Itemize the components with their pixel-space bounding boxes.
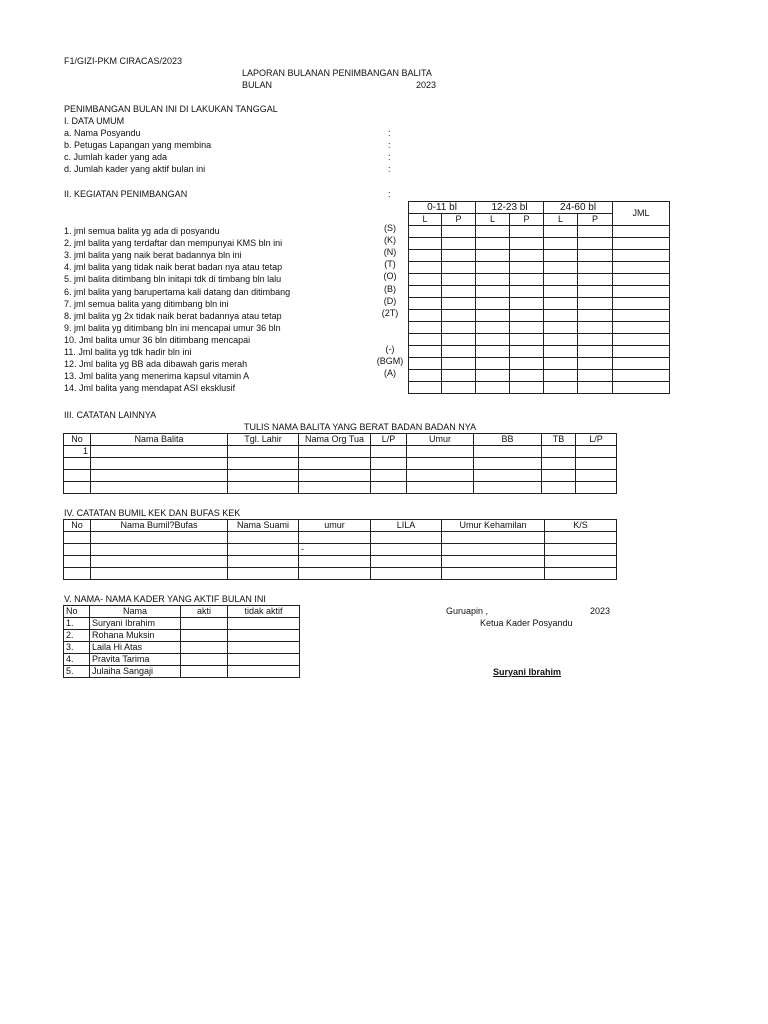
data-cell[interactable] — [409, 370, 442, 382]
col-bb: BB — [474, 434, 542, 446]
weighing-date-line: PENIMBANGAN BULAN INI DI LAKUKAN TANGGAL — [64, 104, 278, 114]
table-row — [64, 568, 617, 580]
kegiatan-row-label: 9. jml balita yg ditimbang bln ini mencapai umur 36 bln — [64, 322, 281, 333]
kegiatan-row-code: (A) — [384, 368, 396, 379]
col-ks: K/S — [545, 520, 617, 532]
data-cell[interactable] — [578, 346, 613, 358]
data-umum-item: d. Jumlah kader yang aktif bulan ini — [64, 164, 206, 174]
kegiatan-row-label: 7. jml semua balita yang ditimbang bln ini — [64, 298, 229, 309]
signature-name: Suryani Ibrahim — [493, 667, 562, 677]
table-row — [64, 618, 300, 630]
data-cell[interactable] — [409, 262, 442, 274]
data-cell[interactable] — [409, 358, 442, 370]
aktif-cell[interactable] — [181, 618, 228, 630]
data-cell[interactable] — [613, 322, 670, 334]
col-nama-org-tua: Nama Org Tua — [299, 434, 371, 446]
data-cell[interactable] — [578, 262, 613, 274]
data-cell[interactable] — [578, 238, 613, 250]
data-cell[interactable] — [409, 310, 442, 322]
table-row — [409, 370, 670, 382]
table-row — [409, 382, 670, 394]
kegiatan-row-code: (K) — [384, 235, 396, 246]
gender-p: P — [578, 214, 613, 226]
data-cell[interactable] — [544, 358, 578, 370]
data-umum-item: c. Jumlah kader yang ada — [64, 152, 168, 162]
gender-p: P — [442, 214, 476, 226]
table-row — [64, 482, 617, 494]
tidak-aktif-cell[interactable] — [228, 630, 300, 642]
data-cell[interactable] — [578, 298, 613, 310]
data-cell[interactable] — [544, 346, 578, 358]
tidak-aktif-cell[interactable] — [228, 666, 300, 678]
table-row — [409, 286, 670, 298]
data-cell[interactable] — [510, 334, 544, 346]
data-cell[interactable] — [510, 358, 544, 370]
col-tidak-aktif: tidak aktif — [228, 606, 300, 618]
data-cell[interactable] — [442, 274, 476, 286]
colon: : — [388, 140, 391, 150]
table-row — [64, 544, 617, 556]
data-cell[interactable] — [409, 382, 442, 394]
kader-name: Suryani Ibrahim — [90, 618, 181, 630]
section-catatan-title: III. CATATAN LAINNYA — [64, 410, 157, 420]
kegiatan-row-code: (D) — [383, 295, 397, 306]
data-cell[interactable] — [544, 334, 578, 346]
kegiatan-row-label: 4. jml balita yang tidak naik berat badan nya atau tetap — [64, 262, 283, 273]
kader-no: 2. — [64, 630, 90, 642]
table-row — [409, 334, 670, 346]
kader-name: Pravita Tarima — [90, 654, 181, 666]
data-cell[interactable] — [578, 334, 613, 346]
aktif-cell[interactable] — [181, 666, 228, 678]
data-cell[interactable] — [578, 250, 613, 262]
colon: : — [388, 152, 391, 162]
tidak-aktif-cell[interactable] — [228, 642, 300, 654]
table-row — [64, 458, 617, 470]
data-cell[interactable] — [476, 370, 510, 382]
data-cell[interactable] — [578, 358, 613, 370]
col-tb: TB — [542, 434, 576, 446]
table-row — [64, 446, 617, 458]
col-umur: Umur — [407, 434, 474, 446]
data-cell[interactable] — [510, 382, 544, 394]
col-nama-balita: Nama Balita — [91, 434, 228, 446]
table-row — [64, 654, 300, 666]
data-cell[interactable] — [476, 274, 510, 286]
data-cell[interactable] — [544, 274, 578, 286]
data-cell[interactable] — [578, 382, 613, 394]
data-cell[interactable] — [578, 370, 613, 382]
table-row — [64, 470, 617, 482]
data-cell[interactable] — [409, 346, 442, 358]
gender-l: L — [544, 214, 578, 226]
data-cell[interactable] — [476, 298, 510, 310]
table-row — [409, 250, 670, 262]
table-row — [64, 532, 617, 544]
data-cell[interactable] — [476, 250, 510, 262]
data-cell[interactable] — [476, 286, 510, 298]
data-umum-item: a. Nama Posyandu — [64, 128, 141, 138]
kegiatan-row-label: 2. jml balita yang terdaftar dan mempunyai KMS bln ini — [64, 238, 283, 249]
data-cell[interactable] — [578, 310, 613, 322]
aktif-cell[interactable] — [181, 630, 228, 642]
table-row — [409, 358, 670, 370]
data-cell[interactable] — [442, 370, 476, 382]
kegiatan-row-code: (N) — [383, 247, 397, 258]
data-cell[interactable] — [409, 238, 442, 250]
table-row — [409, 310, 670, 322]
data-cell[interactable] — [510, 370, 544, 382]
kegiatan-row-code: (B) — [384, 283, 396, 294]
kader-no: 1. — [64, 618, 90, 630]
table-row — [409, 238, 670, 250]
tidak-aktif-cell[interactable] — [228, 654, 300, 666]
col-lp: L/P — [371, 434, 407, 446]
data-cell[interactable] — [442, 262, 476, 274]
data-cell[interactable] — [613, 238, 670, 250]
col-nama-bumil: Nama Bumil?Bufas — [91, 520, 228, 532]
kegiatan-table — [408, 201, 670, 394]
table-row — [409, 346, 670, 358]
col-aktif: akti — [181, 606, 228, 618]
aktif-cell[interactable] — [181, 654, 228, 666]
data-cell[interactable] — [544, 286, 578, 298]
data-cell[interactable] — [442, 334, 476, 346]
table-row — [64, 556, 617, 568]
data-cell[interactable] — [442, 286, 476, 298]
kader-no: 3. — [64, 642, 90, 654]
kegiatan-row-label: 11. Jml balita yg tdk hadir bln ini — [64, 347, 192, 357]
data-cell[interactable] — [510, 346, 544, 358]
aktif-cell[interactable] — [181, 642, 228, 654]
gender-l: L — [409, 214, 442, 226]
section-kader-title: V. NAMA- NAMA KADER YANG AKTIF BULAN INI — [64, 594, 266, 604]
age-group-0-11: 0-11 bl — [409, 202, 476, 214]
kegiatan-row-code: (O) — [383, 271, 397, 282]
gender-l: L — [476, 214, 510, 226]
kegiatan-row-label: 13. Jml balita yang menerima kapsul vitamin A — [64, 371, 250, 382]
colon: : — [388, 189, 391, 199]
data-cell[interactable] — [578, 226, 613, 238]
table-row — [64, 666, 300, 678]
kegiatan-row-label: 10. Jml balita umur 36 bln ditimbang mencapai — [64, 334, 251, 345]
data-cell[interactable] — [510, 238, 544, 250]
data-cell[interactable] — [613, 226, 670, 238]
report-title: LAPORAN BULANAN PENIMBANGAN BALITA — [242, 68, 432, 78]
data-cell[interactable] — [442, 226, 476, 238]
bumil-table — [63, 519, 617, 580]
table-row — [409, 262, 670, 274]
section-bumil-title: IV. CATATAN BUMIL KEK DAN BUFAS KEK — [64, 508, 241, 518]
data-cell[interactable] — [409, 226, 442, 238]
kegiatan-row-code: (BGM) — [376, 356, 404, 367]
data-cell[interactable] — [442, 322, 476, 334]
data-cell[interactable] — [476, 346, 510, 358]
data-cell[interactable] — [613, 250, 670, 262]
data-cell[interactable] — [613, 370, 670, 382]
catatan-subtitle: TULIS NAMA BALITA YANG BERAT BADAN BADAN NYA — [244, 422, 477, 432]
signature-year: 2023 — [590, 606, 611, 616]
table-row — [409, 226, 670, 238]
age-group-12-23: 12-23 bl — [476, 202, 544, 214]
form-code: F1/GIZI-PKM CIRACAS/2023 — [64, 56, 183, 66]
data-cell[interactable] — [510, 250, 544, 262]
signature-place: Guruapin , — [446, 606, 489, 616]
row-no: 1 — [64, 446, 91, 458]
data-cell[interactable] — [409, 298, 442, 310]
colon: : — [388, 164, 391, 174]
data-cell[interactable] — [613, 310, 670, 322]
kegiatan-row-code: (T) — [384, 259, 396, 270]
kegiatan-row-label: 8. jml balita yg 2x tidak naik berat badannya atau tetap — [64, 310, 282, 321]
kader-table — [63, 605, 300, 678]
data-cell[interactable] — [544, 322, 578, 334]
data-cell[interactable] — [544, 226, 578, 238]
data-cell[interactable] — [442, 298, 476, 310]
data-cell[interactable] — [476, 238, 510, 250]
data-cell[interactable] — [613, 346, 670, 358]
kegiatan-row-code: (-) — [385, 344, 395, 354]
kegiatan-row-code: (S) — [384, 223, 396, 233]
kegiatan-row-label: 6. jml balita yang barupertama kali datang dan ditimbang — [64, 286, 291, 297]
col-umur-kehamilan: Umur Kehamilan — [442, 520, 545, 532]
kader-name: Laila Hi Atas — [90, 642, 181, 654]
section-kegiatan-title: II. KEGIATAN PENIMBANGAN — [64, 189, 188, 199]
data-cell[interactable] — [544, 238, 578, 250]
data-cell[interactable] — [476, 382, 510, 394]
col-lp-2: L/P — [576, 434, 617, 446]
data-cell[interactable] — [409, 322, 442, 334]
data-umum-item: b. Petugas Lapangan yang membina — [64, 140, 212, 150]
data-cell[interactable] — [578, 274, 613, 286]
data-cell[interactable] — [544, 262, 578, 274]
data-cell[interactable] — [442, 382, 476, 394]
data-cell[interactable] — [510, 310, 544, 322]
kegiatan-row-code: (2T) — [381, 307, 399, 318]
col-no: No — [64, 606, 90, 618]
kegiatan-row-label: 5. jml balita ditimbang bln initapi tdk di timbang bln lalu — [64, 274, 282, 285]
kader-name: Julaiha Sangaji — [90, 666, 181, 678]
dash-mark: - — [299, 544, 371, 556]
col-no: No — [64, 520, 91, 532]
data-cell[interactable] — [442, 358, 476, 370]
data-cell[interactable] — [510, 322, 544, 334]
data-cell[interactable] — [409, 334, 442, 346]
signature-role: Ketua Kader Posyandu — [480, 618, 573, 628]
kegiatan-row-label: 1. jml semua balita yg ada di posyandu — [64, 226, 220, 236]
data-cell[interactable] — [476, 262, 510, 274]
kader-name: Rohana Muksin — [90, 630, 181, 642]
data-cell[interactable] — [613, 262, 670, 274]
report-year: 2023 — [416, 80, 437, 90]
data-cell[interactable] — [613, 298, 670, 310]
data-cell[interactable] — [613, 358, 670, 370]
data-cell[interactable] — [544, 310, 578, 322]
data-cell[interactable] — [544, 250, 578, 262]
data-cell[interactable] — [544, 298, 578, 310]
data-cell[interactable] — [442, 346, 476, 358]
col-no: No — [64, 434, 91, 446]
data-cell[interactable] — [613, 274, 670, 286]
data-cell[interactable] — [409, 250, 442, 262]
data-cell[interactable] — [476, 322, 510, 334]
table-row — [64, 642, 300, 654]
data-cell[interactable] — [613, 334, 670, 346]
table-row — [409, 274, 670, 286]
col-nama: Nama — [90, 606, 181, 618]
data-cell[interactable] — [510, 274, 544, 286]
age-group-24-60: 24-60 bl — [544, 202, 613, 214]
data-cell[interactable] — [409, 274, 442, 286]
data-cell[interactable] — [510, 298, 544, 310]
data-cell[interactable] — [510, 286, 544, 298]
catatan-table — [63, 433, 617, 494]
col-umur: umur — [299, 520, 371, 532]
data-cell[interactable] — [510, 262, 544, 274]
data-cell[interactable] — [442, 310, 476, 322]
data-cell[interactable] — [476, 226, 510, 238]
data-cell[interactable] — [544, 370, 578, 382]
kader-no: 5. — [64, 666, 90, 678]
data-cell[interactable] — [578, 322, 613, 334]
table-row — [409, 298, 670, 310]
data-cell[interactable] — [476, 358, 510, 370]
data-cell[interactable] — [510, 226, 544, 238]
table-row — [64, 630, 300, 642]
data-cell[interactable] — [613, 286, 670, 298]
kegiatan-row-label: 14. Jml balita yang mendapat ASI eksklusif — [64, 383, 236, 394]
kader-no: 4. — [64, 654, 90, 666]
data-cell[interactable] — [578, 286, 613, 298]
section-data-umum-title: I. DATA UMUM — [64, 116, 125, 126]
kegiatan-row-label: 3. jml balita yang naik berat badannya bln ini — [64, 250, 242, 261]
col-nama-suami: Nama Suami — [228, 520, 299, 532]
data-cell[interactable] — [409, 286, 442, 298]
data-cell[interactable] — [613, 382, 670, 394]
col-tgl-lahir: Tgl. Lahir — [228, 434, 299, 446]
data-cell[interactable] — [476, 334, 510, 346]
col-lila: LILA — [371, 520, 442, 532]
kegiatan-row-label: 12. Jml balita yg BB ada dibawah garis merah — [64, 359, 248, 370]
month-label: BULAN — [242, 80, 273, 90]
data-cell[interactable] — [442, 250, 476, 262]
tidak-aktif-cell[interactable] — [228, 618, 300, 630]
colon: : — [388, 128, 391, 138]
jml-header: JML — [613, 202, 670, 226]
gender-p: P — [510, 214, 544, 226]
data-cell[interactable] — [476, 310, 510, 322]
data-cell[interactable] — [544, 382, 578, 394]
table-row — [409, 322, 670, 334]
data-cell[interactable] — [442, 238, 476, 250]
